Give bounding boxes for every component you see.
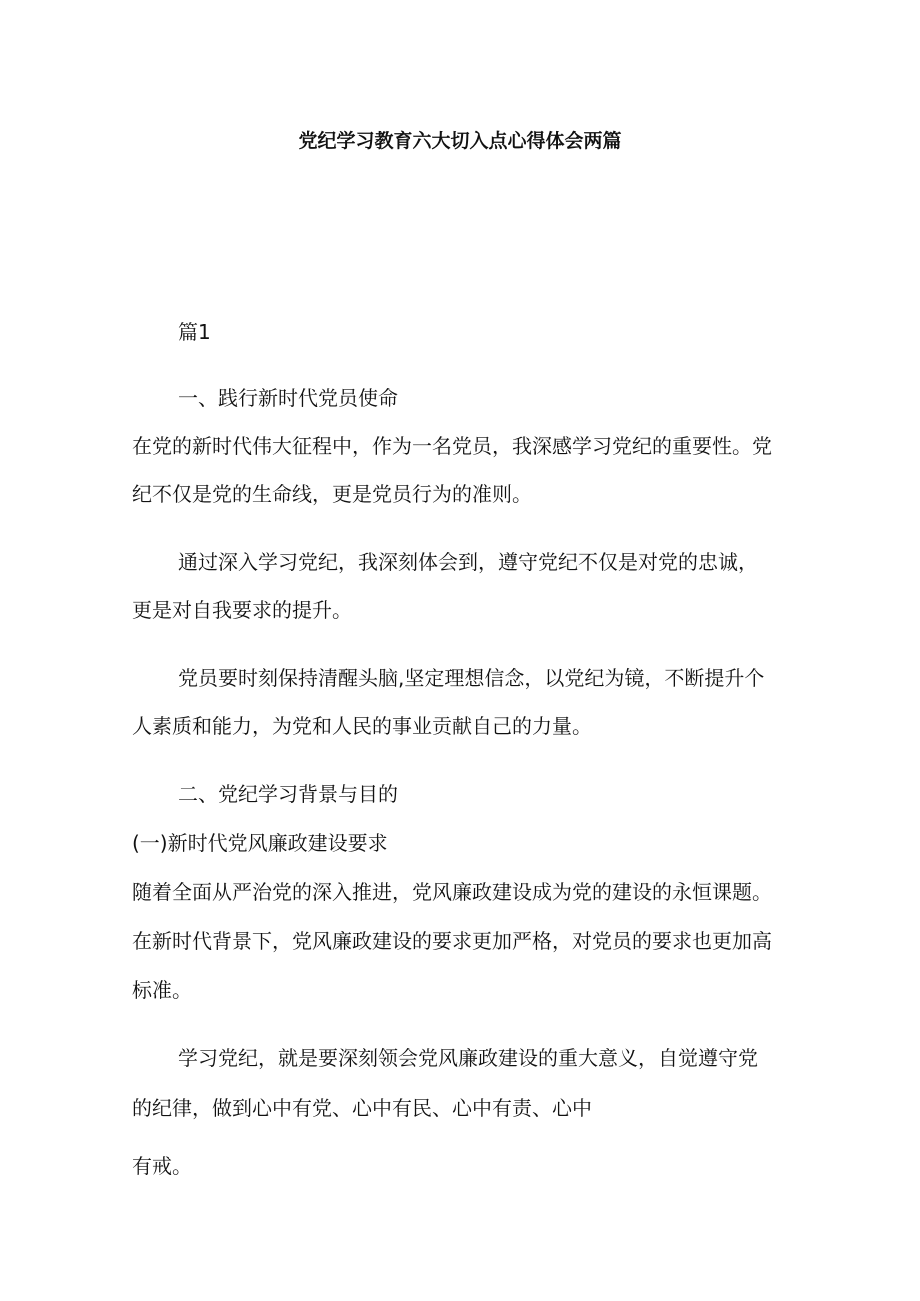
subheading: (一)新时代党风廉政建设要求: [132, 831, 388, 855]
paragraph-line: 学习党纪，就是要深刻领会党风廉政建设的重大意义，自觉遵守党: [178, 1046, 758, 1070]
paragraph-line: 更是对自我要求的提升。: [132, 598, 352, 622]
paragraph-line: 纪不仅是党的生命线，更是党员行为的准则。: [132, 482, 532, 506]
paragraph-line: 的纪律，做到心中有党、心中有民、心中有责、心中: [132, 1096, 592, 1120]
heading-1: 一、践行新时代党员使命: [178, 386, 398, 410]
paragraph-line: 有戒。: [132, 1154, 192, 1178]
paragraph-line: 标准。: [132, 978, 192, 1002]
document-title: 党纪学习教育六大切入点心得体会两篇: [298, 130, 622, 152]
paragraph-line: 通过深入学习党纪，我深刻体会到，遵守党纪不仅是对党的忠诚，: [178, 550, 758, 574]
paragraph-line: 在党的新时代伟大征程中，作为一名党员，我深感学习党纪的重要性。党: [132, 434, 772, 458]
paragraph-line: 党员要时刻保持清醒头脑,坚定理想信念，以党纪为镜，不断提升个: [178, 666, 765, 690]
paragraph-line: 在新时代背景下，党风廉政建设的要求更加严格，对党员的要求也更加高: [132, 929, 772, 953]
paragraph-line: 人素质和能力，为党和人民的事业贡献自己的力量。: [132, 714, 592, 738]
section-label: 篇1: [178, 320, 211, 344]
paragraph-line: 随着全面从严治党的深入推进，党风廉政建设成为党的建设的永恒课题。: [132, 880, 772, 904]
heading-2: 二、党纪学习背景与目的: [178, 782, 398, 806]
